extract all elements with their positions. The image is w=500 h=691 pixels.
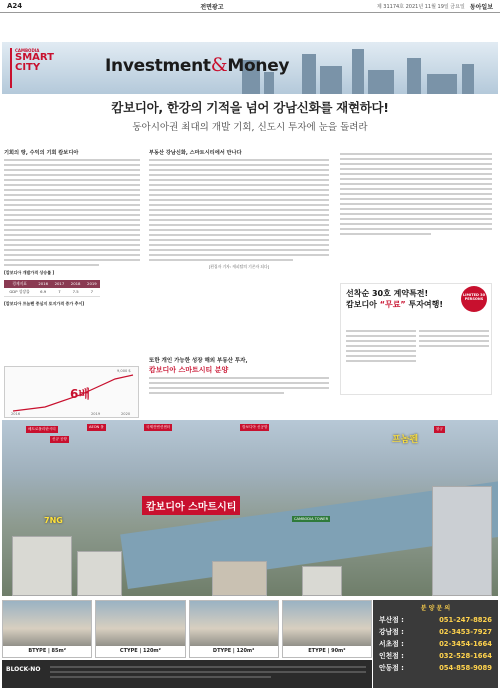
footer-text xyxy=(50,663,366,681)
headline xyxy=(0,98,500,133)
body-text-3 xyxy=(340,153,492,235)
type-d: DTYPE | 120m² xyxy=(189,600,279,658)
contact-row: 부산점 : 051-247-8826 xyxy=(379,616,492,624)
contact-row: 안동점 : 054-858-9089 xyxy=(379,664,492,672)
type-e: ETYPE | 90m² xyxy=(282,600,372,658)
promo-text-right xyxy=(419,327,489,350)
land-price-chart: 9,000 $ 6배 2016 2019 2020 xyxy=(4,366,139,418)
article-column-1 xyxy=(4,150,140,307)
contact-row: 서초점 : 02-3454-1664 xyxy=(379,640,492,648)
promo-line-1: 선착순 30호 계약특전! xyxy=(346,289,429,298)
contact-title: 분 양 문 의 xyxy=(420,605,451,612)
footer-bar xyxy=(2,660,372,688)
contact-box xyxy=(373,600,498,688)
banner-title: Investment&Money xyxy=(105,54,290,76)
block-no-logo: BLOCK-NO xyxy=(6,666,41,673)
body-text xyxy=(4,159,140,266)
contact-row: 인천점 : 032-528-1664 xyxy=(379,652,492,660)
page-number: A24 xyxy=(7,2,23,10)
smart-city-logo: CAMBODIA SMART CITY xyxy=(10,48,62,88)
page-header xyxy=(0,0,500,13)
hero-banner xyxy=(2,42,498,94)
article-column-3 xyxy=(340,150,492,238)
type-c: CTYPE | 120m² xyxy=(95,600,185,658)
promo-text-left xyxy=(346,327,416,365)
issue-info: 제 31174호 2021년 11월 19일 금요일 xyxy=(376,3,465,10)
contact-row: 강남점 : 02-3453-7927 xyxy=(379,628,492,636)
promo-box xyxy=(340,283,492,395)
promo-line-2: 캄보디아 “무료” 투자여행! xyxy=(346,300,444,309)
gdp-table: 경제지표 2016 2017 2018 2019 GDP 성장률 6.9 7 7.5 7 xyxy=(4,280,100,297)
body-text-2 xyxy=(149,159,329,261)
type-b: BTYPE | 85m² xyxy=(2,600,92,658)
phnom-penh-label: 프놈펜 xyxy=(392,435,419,445)
7ng-label: 7NG xyxy=(44,516,63,525)
newspaper-logo: 동아일보 xyxy=(469,3,493,11)
mid-callout: 또한 개인 가능한 성장 해외 부동산 투자, 캄보디아 스마트시티 분양 xyxy=(149,358,248,374)
column-caption: [편집자 기자: 캐피탈의 기존자 되다] xyxy=(208,264,270,269)
price-table-caption: [캄보디아 개발가격 상승률 ] xyxy=(4,270,55,275)
limited-stamp: LIMITED 30 PERSONS xyxy=(461,286,487,312)
main-headline: 캄보디아, 한강의 기적을 넘어 강남신화를 재현하다! xyxy=(111,100,389,115)
article-column-2 xyxy=(149,150,329,270)
chart-caption: [캄보디아 프놈펜 중심지 토지가격 증가 추이] xyxy=(4,301,85,306)
section-title: 전면광고 xyxy=(200,3,224,11)
sixfold-label: 6배 xyxy=(70,387,90,401)
sub-headline: 동아시아권 최대의 개발 기회, 신도시 투자에 눈을 돌려라 xyxy=(132,122,368,133)
mid-body xyxy=(149,374,329,397)
smart-city-tag: 캄보디아 스마트시티 xyxy=(142,496,240,515)
column-heading: 기회의 땅, 수익의 기회 캄보디아 xyxy=(4,150,79,156)
column-heading-2: 부동산 강남신화, 스마트시티에서 만나다 xyxy=(149,150,242,156)
unit-types xyxy=(2,600,372,658)
aerial-site-photo: 메트로폴리탄시티 신규 공항 AEON 몰 국제컨벤션센터 캄보디아 신공항 CAMBODIA TOWER 왕궁 프놈펜 7NG 캄보디아 스마트시티 xyxy=(2,420,498,596)
